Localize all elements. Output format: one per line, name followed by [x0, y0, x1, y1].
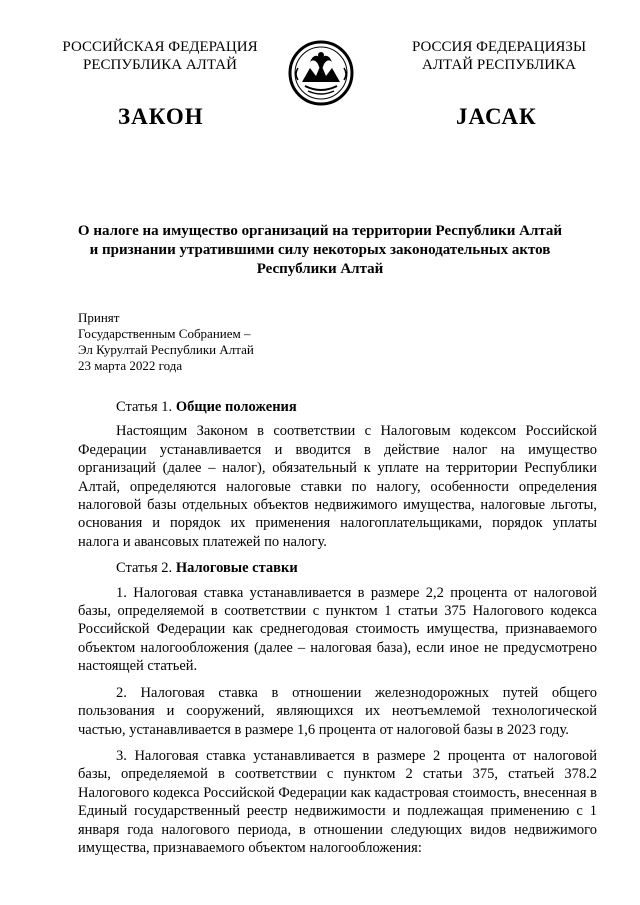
article-2-item-3: 3. Налоговая ставка устанавливается в размере 2 процента от налоговой базы, определяемой в соответствии с пунктом 2 статьи 375, статьей 378.2 Налогового кодекса Российской Федерации как кадастровая стоимость, внесенная в Единый государственный реестр недвижимости и подлежащая применению с 1 января года налогового периода, в отношении следующих видов недвижимого имущества, признаваемого объектом налогообложения:	[78, 747, 597, 856]
adoption-line2: Государственным Собранием –	[78, 326, 251, 341]
article-2-prefix: Статья 2.	[116, 560, 176, 577]
header-right-line1: РОССИЯ ФЕДЕРАЦИЯЗЫ	[411, 39, 587, 55]
article-1-title: Общие положения	[175, 399, 297, 415]
header-left-line2: РЕСПУБЛИКА АЛТАЙ	[83, 57, 237, 73]
article-2-item-2: 2. Налоговая ставка в отношении железнодорожных путей общего пользования и сооружений, являющихся их неотъемлемой технологической частью, устанавливается в размере 1,6 процента от налоговой базы в 2023 году.	[78, 684, 597, 738]
republic-of-altai-emblem-icon	[288, 38, 354, 108]
law-title	[70, 222, 570, 279]
law-heading-russian: ЗАКОН	[118, 104, 204, 129]
adoption-date: 23 марта 2022 года	[78, 358, 183, 373]
article-2-item-1: 1. Налоговая ставка устанавливается в размере 2,2 процента от налоговой базы, определяемой в соответствии с пунктом 1 статьи 375 Налогового кодекса Российской Федерации как среднегодовая стоимость имущества, признаваемого объектом налогообложения (далее – налоговая база), если иное не предусмотрено настоящей статьей.	[78, 584, 597, 675]
header-right	[378, 38, 620, 74]
header-left-line1: РОССИЙСКАЯ ФЕДЕРАЦИЯ	[62, 39, 258, 55]
article-2-heading	[78, 559, 597, 577]
article-1-prefix: Статья 1.	[116, 399, 176, 415]
header-right-line2: АЛТАЙ РЕСПУБЛИКА	[422, 57, 576, 73]
law-title-line2: и признании утратившими силу некоторых законодательных актов	[89, 242, 551, 258]
law-title-line3: Республики Алтай	[256, 261, 384, 277]
adoption-block	[78, 310, 254, 374]
article-1-heading	[78, 398, 597, 416]
law-title-line1: О налоге на имущество организаций на территории Республики Алтай	[77, 223, 563, 239]
article-2-title: Налоговые ставки	[175, 560, 298, 577]
header-left	[40, 38, 280, 74]
article-1-text: Настоящим Законом в соответствии с Налоговым кодексом Российской Федерации устанавливается и вводится в действие налог на имущество организаций (далее – налог), обязательный к уплате на территории Республики Алтай, определяются налоговые ставки по налогу, особенности определения налоговой базы отдельных объектов недвижимого имущества, налоговые льготы, основания и порядок их применения налогоплательщиками, порядок уплаты налога и авансовых платежей по налогу.	[78, 423, 597, 550]
law-heading-altai: JАСАК	[456, 104, 537, 129]
adoption-line3: Эл Курултай Республики Алтай	[78, 342, 254, 357]
law-body	[78, 398, 597, 865]
adoption-line1: Принят	[78, 310, 120, 325]
